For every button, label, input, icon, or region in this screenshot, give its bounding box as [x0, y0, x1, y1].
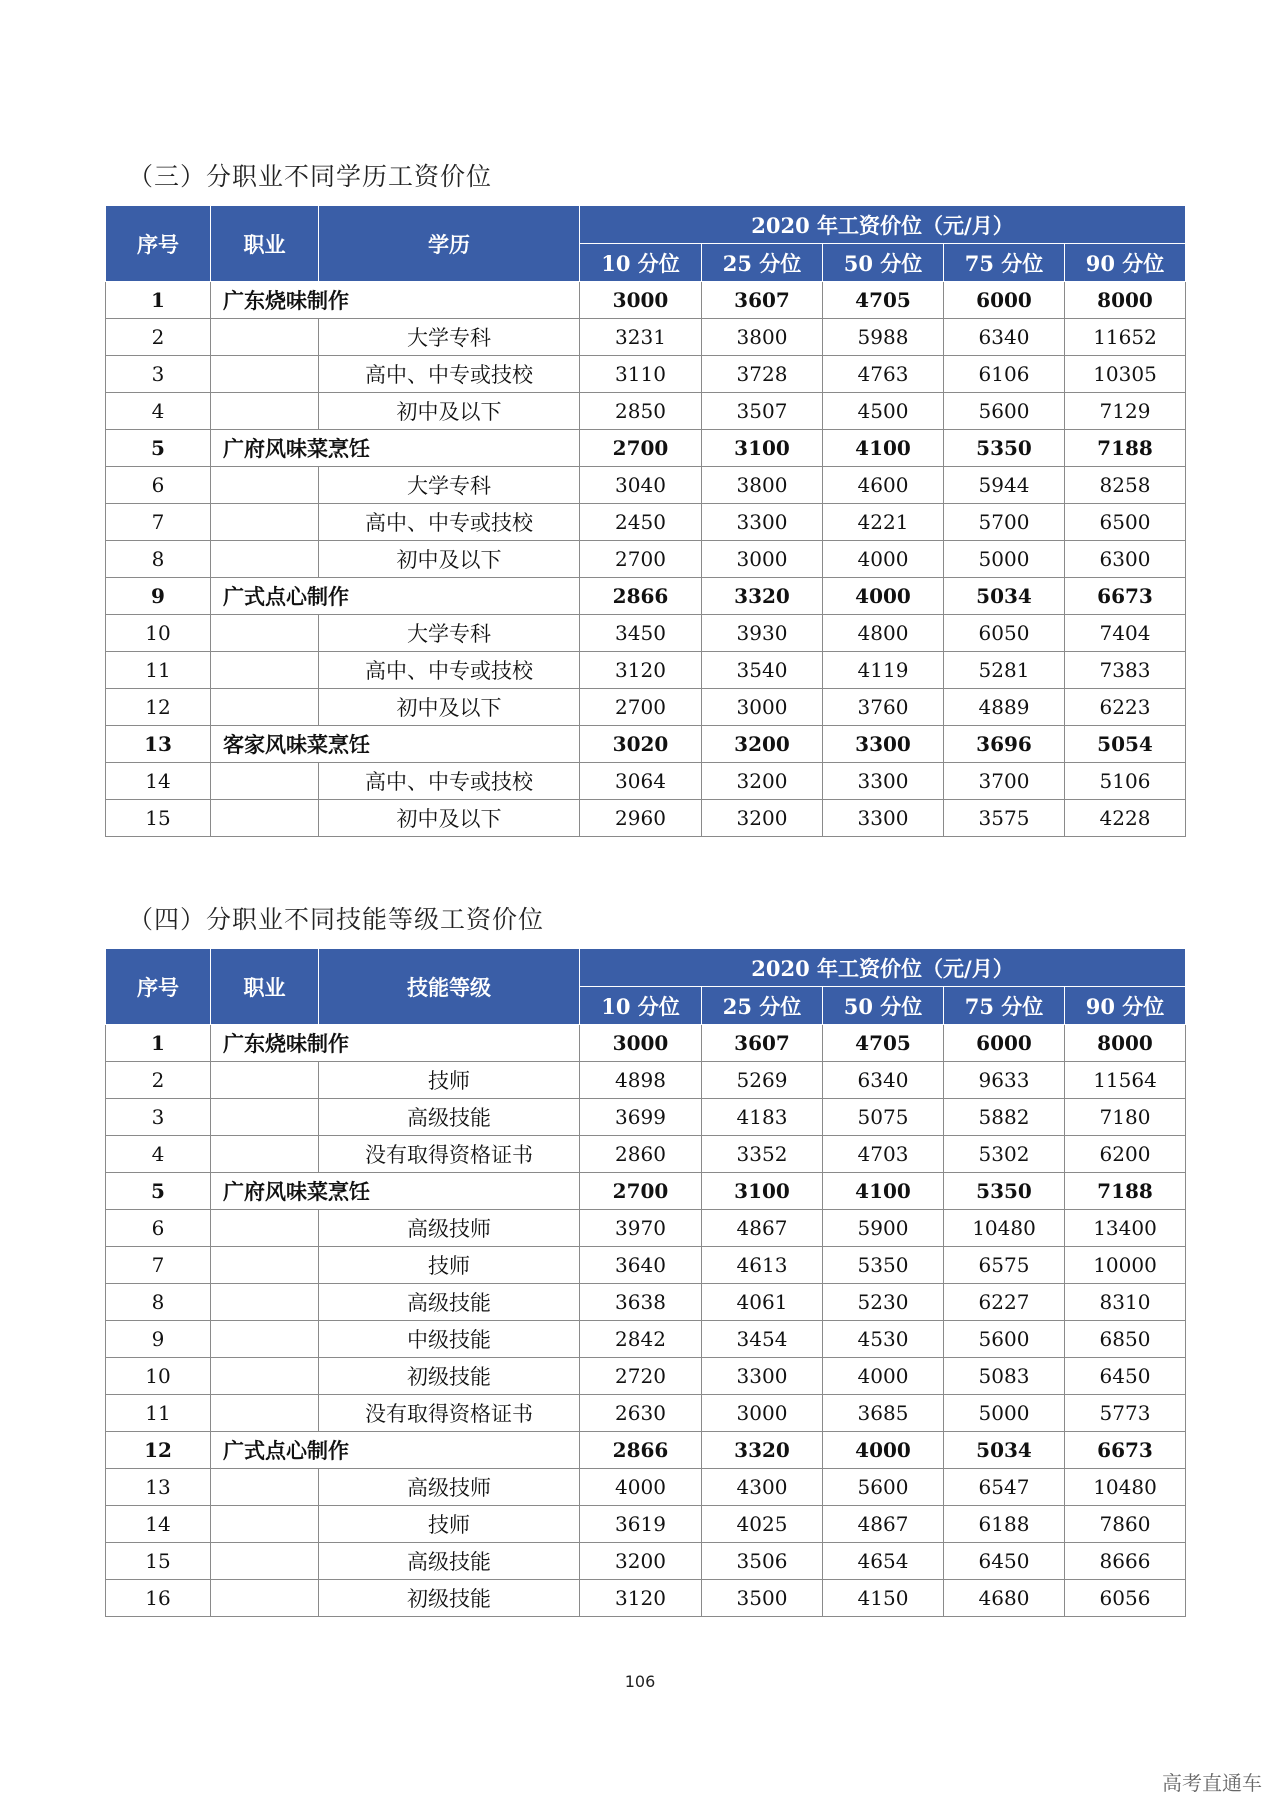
table-row [106, 1136, 1186, 1173]
category-label: 技师 [319, 1506, 580, 1543]
p75-value: 3696 [944, 726, 1065, 763]
p10-value: 3970 [580, 1210, 702, 1247]
p75-value: 6000 [944, 282, 1065, 319]
p90-value: 7188 [1065, 1173, 1186, 1210]
header-p25: 25 分位 [702, 987, 823, 1025]
p90-value: 7383 [1065, 652, 1186, 689]
p25-value: 3352 [702, 1136, 823, 1173]
p10-value: 4000 [580, 1469, 702, 1506]
header-p10: 10 分位 [580, 987, 702, 1025]
category-label: 初级技能 [319, 1358, 580, 1395]
category-label: 高中、中专或技校 [319, 763, 580, 800]
p75-value: 6000 [944, 1025, 1065, 1062]
occupation-summary-row [106, 282, 1186, 319]
row-number: 13 [106, 726, 211, 763]
row-number: 4 [106, 1136, 211, 1173]
p50-value: 4100 [823, 1173, 944, 1210]
p25-value: 3100 [702, 430, 823, 467]
p50-value: 4221 [823, 504, 944, 541]
p90-value: 7188 [1065, 430, 1186, 467]
p50-value: 3760 [823, 689, 944, 726]
p90-value: 8000 [1065, 282, 1186, 319]
p10-value: 2960 [580, 800, 702, 837]
category-label: 初级技能 [319, 1580, 580, 1617]
p90-value: 8258 [1065, 467, 1186, 504]
table-row [106, 1358, 1186, 1395]
occupation-name [211, 1284, 319, 1321]
p10-value: 2450 [580, 504, 702, 541]
row-number: 7 [106, 1247, 211, 1284]
table-row [106, 689, 1186, 726]
occupation-name [211, 1247, 319, 1284]
p75-value: 5700 [944, 504, 1065, 541]
p75-value: 5083 [944, 1358, 1065, 1395]
p75-value: 6547 [944, 1469, 1065, 1506]
table-row [106, 615, 1186, 652]
occupation-name [211, 1358, 319, 1395]
skill-level-wage-table [105, 948, 1186, 1617]
row-number: 3 [106, 356, 211, 393]
table-row [106, 1321, 1186, 1358]
p90-value: 7404 [1065, 615, 1186, 652]
row-number: 11 [106, 1395, 211, 1432]
table-row [106, 763, 1186, 800]
page-number: 106 [624, 1672, 656, 1691]
row-number: 8 [106, 541, 211, 578]
header-education: 学历 [319, 206, 580, 282]
p25-value: 3506 [702, 1543, 823, 1580]
category-label: 初中及以下 [319, 393, 580, 430]
category-label: 高级技师 [319, 1469, 580, 1506]
p50-value: 4150 [823, 1580, 944, 1617]
p25-value: 3507 [702, 393, 823, 430]
watermark: 高考直通车 [1162, 1771, 1262, 1795]
p50-value: 3300 [823, 763, 944, 800]
occupation-name [211, 319, 319, 356]
header-p90: 90 分位 [1065, 987, 1186, 1025]
header-seq: 序号 [106, 206, 211, 282]
category-label: 初中及以下 [319, 689, 580, 726]
p25-value: 3540 [702, 652, 823, 689]
p75-value: 5034 [944, 1432, 1065, 1469]
occupation-name [211, 1580, 319, 1617]
occupation-summary-row [106, 1173, 1186, 1210]
p90-value: 6850 [1065, 1321, 1186, 1358]
occupation-name: 广东烧味制作 [211, 282, 580, 319]
p10-value: 3110 [580, 356, 702, 393]
p25-value: 4300 [702, 1469, 823, 1506]
p50-value: 4705 [823, 1025, 944, 1062]
p50-value: 5600 [823, 1469, 944, 1506]
row-number: 8 [106, 1284, 211, 1321]
p25-value: 3320 [702, 578, 823, 615]
p25-value: 4025 [702, 1506, 823, 1543]
occupation-summary-row [106, 1432, 1186, 1469]
p10-value: 2700 [580, 541, 702, 578]
p75-value: 6450 [944, 1543, 1065, 1580]
p25-value: 3200 [702, 726, 823, 763]
p75-value: 5944 [944, 467, 1065, 504]
table-row [106, 504, 1186, 541]
occupation-name [211, 763, 319, 800]
p10-value: 2700 [580, 1173, 702, 1210]
category-label: 没有取得资格证书 [319, 1395, 580, 1432]
table-row [106, 1210, 1186, 1247]
p90-value: 6500 [1065, 504, 1186, 541]
p75-value: 5350 [944, 430, 1065, 467]
category-label: 技师 [319, 1062, 580, 1099]
category-label: 高中、中专或技校 [319, 356, 580, 393]
p90-value: 6056 [1065, 1580, 1186, 1617]
p10-value: 3000 [580, 1025, 702, 1062]
header-p25: 25 分位 [702, 244, 823, 282]
header-seq: 序号 [106, 949, 211, 1025]
occupation-name [211, 689, 319, 726]
row-number: 14 [106, 763, 211, 800]
p50-value: 5075 [823, 1099, 944, 1136]
p25-value: 3607 [702, 1025, 823, 1062]
p75-value: 3700 [944, 763, 1065, 800]
category-label: 初中及以下 [319, 541, 580, 578]
p90-value: 7860 [1065, 1506, 1186, 1543]
table-row [106, 1395, 1186, 1432]
p90-value: 6223 [1065, 689, 1186, 726]
p50-value: 4119 [823, 652, 944, 689]
p90-value: 7180 [1065, 1099, 1186, 1136]
row-number: 9 [106, 578, 211, 615]
p75-value: 5600 [944, 1321, 1065, 1358]
p90-value: 7129 [1065, 393, 1186, 430]
p10-value: 2700 [580, 689, 702, 726]
table-row [106, 393, 1186, 430]
p75-value: 6227 [944, 1284, 1065, 1321]
row-number: 2 [106, 319, 211, 356]
p10-value: 3000 [580, 282, 702, 319]
occupation-summary-row [106, 430, 1186, 467]
p25-value: 3800 [702, 319, 823, 356]
table-row [106, 1247, 1186, 1284]
p75-value: 6188 [944, 1506, 1065, 1543]
occupation-name [211, 800, 319, 837]
category-label: 高级技能 [319, 1284, 580, 1321]
table-row [106, 541, 1186, 578]
header-occupation: 职业 [211, 206, 319, 282]
row-number: 5 [106, 1173, 211, 1210]
p90-value: 11652 [1065, 319, 1186, 356]
p90-value: 6450 [1065, 1358, 1186, 1395]
header-p75: 75 分位 [944, 244, 1065, 282]
p75-value: 4889 [944, 689, 1065, 726]
occupation-name [211, 1062, 319, 1099]
occupation-name [211, 615, 319, 652]
p50-value: 3685 [823, 1395, 944, 1432]
p75-value: 10480 [944, 1210, 1065, 1247]
row-number: 14 [106, 1506, 211, 1543]
category-label: 大学专科 [319, 615, 580, 652]
occupation-name [211, 541, 319, 578]
p10-value: 3200 [580, 1543, 702, 1580]
p50-value: 4000 [823, 1358, 944, 1395]
occupation-name: 广式点心制作 [211, 1432, 580, 1469]
p25-value: 3100 [702, 1173, 823, 1210]
p10-value: 2866 [580, 578, 702, 615]
table-row [106, 319, 1186, 356]
row-number: 12 [106, 689, 211, 726]
p10-value: 3450 [580, 615, 702, 652]
p75-value: 6575 [944, 1247, 1065, 1284]
p10-value: 3120 [580, 1580, 702, 1617]
p25-value: 3454 [702, 1321, 823, 1358]
row-number: 3 [106, 1099, 211, 1136]
p75-value: 5034 [944, 578, 1065, 615]
p10-value: 3640 [580, 1247, 702, 1284]
p50-value: 4000 [823, 541, 944, 578]
occupation-name [211, 1506, 319, 1543]
p50-value: 5230 [823, 1284, 944, 1321]
p10-value: 3120 [580, 652, 702, 689]
p75-value: 3575 [944, 800, 1065, 837]
p10-value: 3231 [580, 319, 702, 356]
row-number: 15 [106, 800, 211, 837]
p10-value: 3619 [580, 1506, 702, 1543]
category-label: 高级技师 [319, 1210, 580, 1247]
p50-value: 4703 [823, 1136, 944, 1173]
p90-value: 6200 [1065, 1136, 1186, 1173]
p10-value: 2866 [580, 1432, 702, 1469]
table-row [106, 652, 1186, 689]
p25-value: 3930 [702, 615, 823, 652]
p75-value: 5000 [944, 1395, 1065, 1432]
p75-value: 9633 [944, 1062, 1065, 1099]
p50-value: 4867 [823, 1506, 944, 1543]
p50-value: 4705 [823, 282, 944, 319]
p75-value: 5281 [944, 652, 1065, 689]
table-row [106, 1469, 1186, 1506]
p50-value: 4000 [823, 1432, 944, 1469]
p10-value: 2700 [580, 430, 702, 467]
occupation-name: 广东烧味制作 [211, 1025, 580, 1062]
p25-value: 3200 [702, 800, 823, 837]
p10-value: 2720 [580, 1358, 702, 1395]
p50-value: 4800 [823, 615, 944, 652]
table-row [106, 1062, 1186, 1099]
p50-value: 5988 [823, 319, 944, 356]
p75-value: 5000 [944, 541, 1065, 578]
table-row [106, 1284, 1186, 1321]
table-row [106, 1099, 1186, 1136]
p50-value: 3300 [823, 800, 944, 837]
row-number: 16 [106, 1580, 211, 1617]
section4-title: （四）分职业不同技能等级工资价位 [128, 905, 545, 934]
occupation-name [211, 1469, 319, 1506]
category-label: 高中、中专或技校 [319, 504, 580, 541]
p25-value: 3300 [702, 1358, 823, 1395]
p75-value: 5600 [944, 393, 1065, 430]
p50-value: 4530 [823, 1321, 944, 1358]
row-number: 7 [106, 504, 211, 541]
occupation-summary-row [106, 726, 1186, 763]
table-row [106, 1580, 1186, 1617]
p25-value: 4613 [702, 1247, 823, 1284]
row-number: 1 [106, 282, 211, 319]
p10-value: 2842 [580, 1321, 702, 1358]
header-p90: 90 分位 [1065, 244, 1186, 282]
category-label: 中级技能 [319, 1321, 580, 1358]
table-row [106, 800, 1186, 837]
p25-value: 3000 [702, 1395, 823, 1432]
p25-value: 4183 [702, 1099, 823, 1136]
occupation-name [211, 467, 319, 504]
occupation-name [211, 1395, 319, 1432]
p25-value: 3728 [702, 356, 823, 393]
p90-value: 8310 [1065, 1284, 1186, 1321]
category-label: 大学专科 [319, 319, 580, 356]
row-number: 6 [106, 467, 211, 504]
category-label: 高级技能 [319, 1543, 580, 1580]
row-number: 11 [106, 652, 211, 689]
occupation-name: 广式点心制作 [211, 578, 580, 615]
header-wage-group: 2020 年工资价位（元/月） [580, 206, 1186, 244]
table-row [106, 356, 1186, 393]
occupation-name [211, 652, 319, 689]
p75-value: 5302 [944, 1136, 1065, 1173]
row-number: 2 [106, 1062, 211, 1099]
p75-value: 5350 [944, 1173, 1065, 1210]
p90-value: 11564 [1065, 1062, 1186, 1099]
occupation-name: 广府风味菜烹饪 [211, 430, 580, 467]
table-row [106, 1506, 1186, 1543]
p10-value: 4898 [580, 1062, 702, 1099]
header-skill-level: 技能等级 [319, 949, 580, 1025]
p90-value: 6673 [1065, 578, 1186, 615]
p50-value: 5900 [823, 1210, 944, 1247]
row-number: 13 [106, 1469, 211, 1506]
occupation-name [211, 356, 319, 393]
row-number: 1 [106, 1025, 211, 1062]
row-number: 9 [106, 1321, 211, 1358]
p90-value: 8666 [1065, 1543, 1186, 1580]
p50-value: 4100 [823, 430, 944, 467]
p50-value: 5350 [823, 1247, 944, 1284]
p90-value: 5106 [1065, 763, 1186, 800]
p50-value: 4000 [823, 578, 944, 615]
p25-value: 3000 [702, 689, 823, 726]
p90-value: 10305 [1065, 356, 1186, 393]
occupation-name [211, 1099, 319, 1136]
category-label: 高中、中专或技校 [319, 652, 580, 689]
p50-value: 4600 [823, 467, 944, 504]
p50-value: 4500 [823, 393, 944, 430]
row-number: 5 [106, 430, 211, 467]
row-number: 15 [106, 1543, 211, 1580]
p90-value: 6673 [1065, 1432, 1186, 1469]
p90-value: 5773 [1065, 1395, 1186, 1432]
p25-value: 3300 [702, 504, 823, 541]
occupation-summary-row [106, 1025, 1186, 1062]
category-label: 高级技能 [319, 1099, 580, 1136]
p90-value: 4228 [1065, 800, 1186, 837]
p90-value: 8000 [1065, 1025, 1186, 1062]
header-p75: 75 分位 [944, 987, 1065, 1025]
p25-value: 3200 [702, 763, 823, 800]
occupation-name [211, 1136, 319, 1173]
p50-value: 3300 [823, 726, 944, 763]
p75-value: 5882 [944, 1099, 1065, 1136]
occupation-name [211, 504, 319, 541]
p10-value: 3638 [580, 1284, 702, 1321]
p10-value: 2860 [580, 1136, 702, 1173]
p75-value: 4680 [944, 1580, 1065, 1617]
occupation-name: 广府风味菜烹饪 [211, 1173, 580, 1210]
occupation-name [211, 1321, 319, 1358]
p50-value: 6340 [823, 1062, 944, 1099]
p90-value: 6300 [1065, 541, 1186, 578]
section3-title: （三）分职业不同学历工资价位 [128, 162, 493, 191]
p10-value: 3020 [580, 726, 702, 763]
category-label: 大学专科 [319, 467, 580, 504]
p50-value: 4654 [823, 1543, 944, 1580]
p75-value: 6340 [944, 319, 1065, 356]
p90-value: 10000 [1065, 1247, 1186, 1284]
p10-value: 3064 [580, 763, 702, 800]
p90-value: 10480 [1065, 1469, 1186, 1506]
p25-value: 3500 [702, 1580, 823, 1617]
p75-value: 6050 [944, 615, 1065, 652]
p25-value: 4061 [702, 1284, 823, 1321]
row-number: 10 [106, 615, 211, 652]
p10-value: 2630 [580, 1395, 702, 1432]
p10-value: 2850 [580, 393, 702, 430]
p75-value: 6106 [944, 356, 1065, 393]
category-label: 初中及以下 [319, 800, 580, 837]
p25-value: 3000 [702, 541, 823, 578]
category-label: 没有取得资格证书 [319, 1136, 580, 1173]
occupation-name [211, 393, 319, 430]
header-p50: 50 分位 [823, 987, 944, 1025]
row-number: 10 [106, 1358, 211, 1395]
p90-value: 13400 [1065, 1210, 1186, 1247]
occupation-summary-row [106, 578, 1186, 615]
p25-value: 3607 [702, 282, 823, 319]
p10-value: 3040 [580, 467, 702, 504]
category-label: 技师 [319, 1247, 580, 1284]
occupation-name [211, 1543, 319, 1580]
education-wage-table [105, 205, 1186, 837]
occupation-name: 客家风味菜烹饪 [211, 726, 580, 763]
table-row [106, 1543, 1186, 1580]
p25-value: 3800 [702, 467, 823, 504]
p10-value: 3699 [580, 1099, 702, 1136]
p50-value: 4763 [823, 356, 944, 393]
header-p50: 50 分位 [823, 244, 944, 282]
header-p10: 10 分位 [580, 244, 702, 282]
p25-value: 5269 [702, 1062, 823, 1099]
header-occupation: 职业 [211, 949, 319, 1025]
occupation-name [211, 1210, 319, 1247]
table-row [106, 467, 1186, 504]
p25-value: 3320 [702, 1432, 823, 1469]
header-wage-group: 2020 年工资价位（元/月） [580, 949, 1186, 987]
row-number: 12 [106, 1432, 211, 1469]
row-number: 4 [106, 393, 211, 430]
p90-value: 5054 [1065, 726, 1186, 763]
row-number: 6 [106, 1210, 211, 1247]
p25-value: 4867 [702, 1210, 823, 1247]
